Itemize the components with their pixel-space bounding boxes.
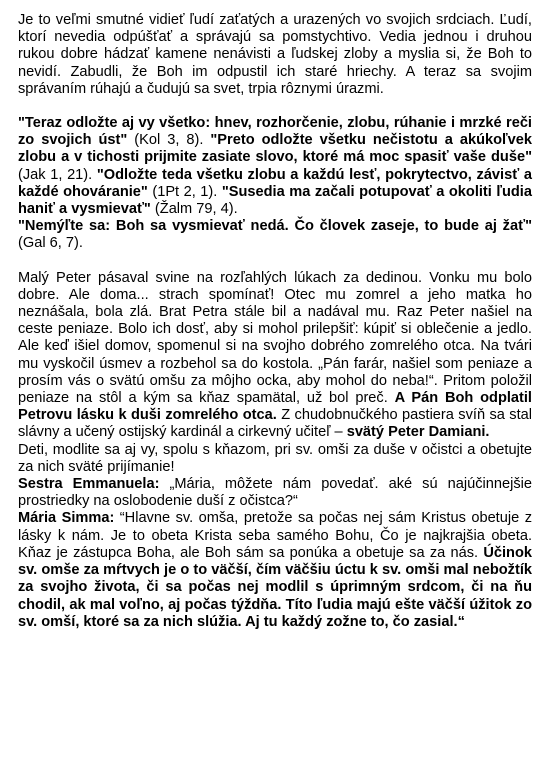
quote-gal: "Nemýľte sa: Boh sa vysmievať nedá. Čo človek zaseje, to bude aj žať" xyxy=(18,218,532,235)
story-paragraph xyxy=(18,270,532,442)
scripture-quotes-paragraph xyxy=(18,115,532,253)
speaker-maria: Mária Simma: xyxy=(18,510,115,527)
intro-paragraph: Je to veľmi smutné vidieť ľudí zaťatých a urazených vo svojich srdciach. Ľudí, ktorí nevedia odpúšťať a správajú sa pomstychtivo. Vedia jednou i druhou rukou dobre hádzať kamene nenávisti a ľudskej zloby a myslia si, že Boh to nevidí. Zabudli, že Boh im odpustil ich staré hriechy. A teraz sa svojim správaním rúhajú a čudujú sa svet, trpia rôznymi úrazmi. xyxy=(18,12,532,97)
paragraph-gap xyxy=(18,98,532,115)
quote-1pt: "Odložte teda všetku zlobu a každú lesť, pokrytectvo, závisť a každé ohováranie" xyxy=(18,166,532,200)
ref-kol: (Kol 3, 8). xyxy=(127,132,211,149)
story-text-1: Malý Peter pásaval svine na rozľahlých lúkach za dedinou. Vonku mu bolo dobre. Ale doma... strach spomínať! Otec mu zomrel a jeho matka ho neznášala, bola zlá. Brat Petra stále bil a nadával mu. Raz Peter našiel na ceste peniaze. Bolo ich dosť, aby si mohol prilepšiť: kúpiť si oblečenie a jedlo. Ale keď išiel domov, spomenul si na svojho dobrého zomrelého otca. Na tvári mu vyskočil úsmev a rozbehol sa do kostola. „Pán farár, našiel som peniaze a prosím vás o svätú omšu za môjho ocka, aby mohol do neba!“. Pritom položil peniaze na stôl a kým sa kňaz spamätal, už bol preč. xyxy=(18,269,532,407)
dialog-emmanuela xyxy=(18,476,532,510)
ref-gal: (Gal 6, 7). xyxy=(18,235,83,252)
story-bold-1: A Pán Boh odplatil Petrovu lásku k duši zomrelého otca. xyxy=(18,390,532,424)
quote-kol: "Teraz odložte aj vy všetko: hnev, rozhorčenie, zlobu, rúhanie i mrzké reči zo svojich úst" xyxy=(18,115,532,149)
story-text-2: Z chudobnučkého pastiera svíň sa stal slávny a učený ostijský kardinál a cirkevný učiteľ – xyxy=(18,407,532,441)
emmanuela-question: „Mária, môžete nám povedať. aké sú najúčinnejšie prostriedky na oslobodenie duší z očistca?“ xyxy=(18,476,532,510)
appeal-paragraph: Deti, modlite sa aj vy, spolu s kňazom, pri sv. omši za duše v očistci a obetujte za nich sväté prijímanie! xyxy=(18,441,532,475)
quote-jak: "Preto odložte všetku nečistotu a akúkoľvek zlobu a v tichosti prijmite zasiate slovo, ktoré má moc spasiť vaše duše" xyxy=(18,132,532,166)
paragraph-gap xyxy=(18,253,532,270)
story-bold-2: svätý Peter Damiani. xyxy=(346,424,490,441)
maria-answer-bold: Účinok sv. omše za mŕtvych je o to väčší, čím väčšiu úctu k sv. omši mal nebožtík za svojho života, či sa počas nej modlil s úprimným srdcom, či na ňu chodil, ak mal voľno, aj počas týždňa. Títo ľudia majú ešte väčší úžitok zo sv. omší, ktoré sa za nich slúžia. Aj tu každý zožne to, čo zasial.“ xyxy=(18,544,532,630)
ref-jak: (Jak 1, 21). xyxy=(18,166,97,183)
ref-zalm: (Žalm 79, 4). xyxy=(150,201,238,218)
speaker-emmanuela: Sestra Emmanuela: xyxy=(18,476,160,493)
ref-1pt: (1Pt 2, 1). xyxy=(147,183,222,200)
dialog-maria xyxy=(18,510,532,630)
quote-zalm: "Susedia ma začali potupovať a okoliti ľudia haniť a vysmievať" xyxy=(18,183,532,218)
maria-answer: “Hlavne sv. omša, pretože sa počas nej sám Kristus obetuje z lásky k nám. Je to obeta Krista seba samého Bohu, Čo je najkrajšia obeta. Kňaz je zástupca Boha, ale Boh sám sa ponúka a obetuje sa za nás. xyxy=(18,510,532,561)
